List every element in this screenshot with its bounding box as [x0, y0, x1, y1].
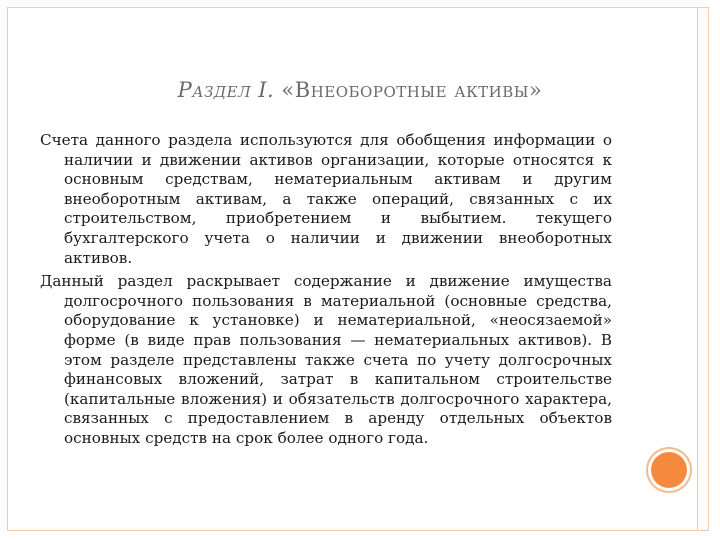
- slide-body: [40, 131, 612, 453]
- body-paragraph-2: Данный раздел раскрывает содержание и движение имущества долгосрочного пользования в материальной (основные средства, оборудование к установке) и нематериальной, «неосязаемой» форме (в виде прав пользования — нематериальных активов). В этом разделе представлены также счета по учету долгосрочных финансовых вложений, затрат в капитальном строительстве (капитальные вложения) и обязательств долгосрочного характера, связанных с предоставлением в аренду отдельных объектов основных средств на срок более одного года.: [40, 272, 612, 447]
- body-paragraph-1: Счета данного раздела используются для обобщения информации о наличии и движении активов организации, которые относятся к основным средствам, нематериальным активам и другим внеоборотным активам, а также операций, связанных с их строительством, приобретением и выбытием. текущего бухгалтерского учета о наличии и движении внеоборотных активов.: [40, 131, 612, 267]
- slide-title: [0, 78, 720, 102]
- slide-title-name: «Внеоборотные активы»: [274, 78, 543, 102]
- decorative-circle: [651, 452, 687, 488]
- slide-title-section: Раздел I.: [177, 78, 275, 102]
